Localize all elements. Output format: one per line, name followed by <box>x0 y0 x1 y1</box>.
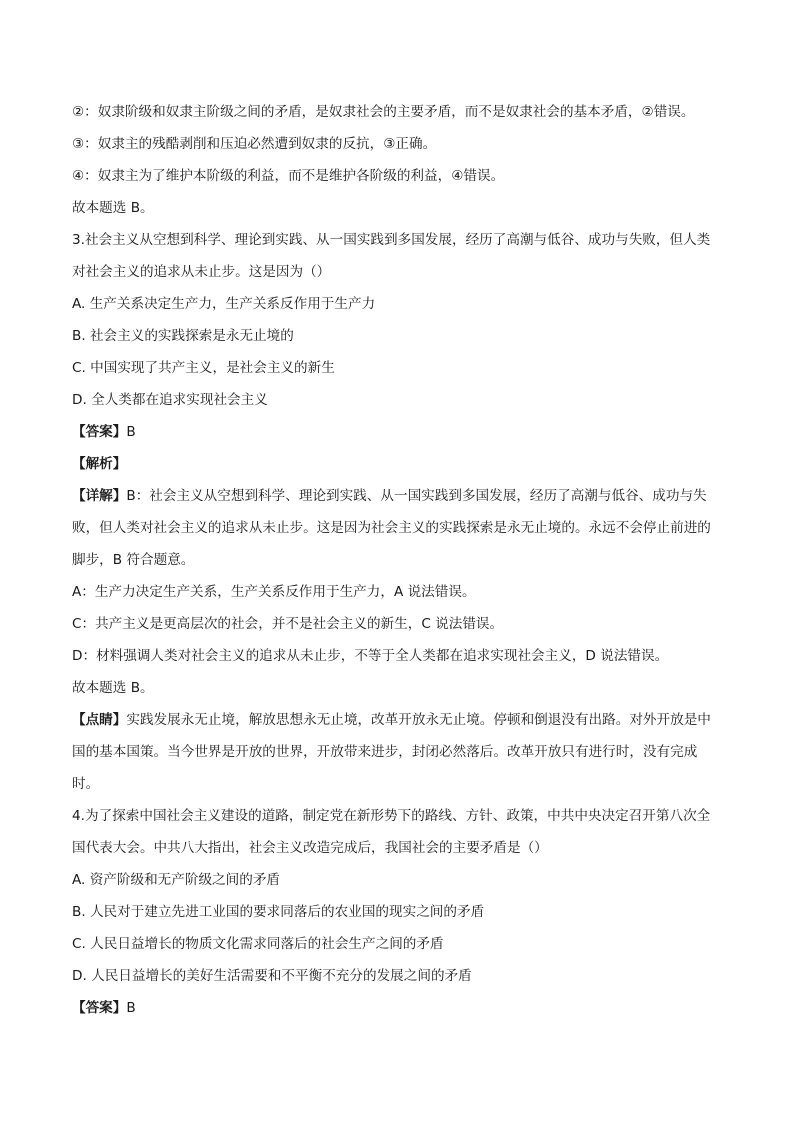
answer-tag: 【答案】 <box>72 1000 127 1016</box>
question-3-option-d: D. 全人类都在追求实现社会主义 <box>72 392 268 408</box>
question-4-option-a: A. 资产阶级和无产阶级之间的矛盾 <box>72 872 281 888</box>
comment-tag: 【点睛】 <box>72 712 127 728</box>
answer-tag: 【答案】 <box>72 424 127 440</box>
question-3-answer <box>72 416 722 448</box>
question-4-answer <box>72 992 722 1024</box>
document-page <box>72 96 722 1024</box>
detail-tag: 【详解】 <box>72 488 127 504</box>
question-3-analysis-a: A：生产力决定生产关系，生产关系反作用于生产力，A 说法错误。 <box>72 584 476 600</box>
question-4-option-c: C. 人民日益增长的物质文化需求同落后的社会生产之间的矛盾 <box>72 936 444 952</box>
conclusion-line: 故本题选 B。 <box>72 200 154 216</box>
question-3-detail <box>72 480 722 576</box>
comment-text: 实践发展永无止境，解放思想永无止境，改革开放永无止境。停顿和倒退没有出路。对外开放是中国的基本国策。当今世界是开放的世界，开放带来进步，封闭必然落后。改革开放只有进行时，没有完成时。 <box>72 712 711 792</box>
question-3-conclusion: 故本题选 B。 <box>72 680 154 696</box>
question-3-stem: 3.社会主义从空想到科学、理论到实践、从一国实践到多国发展，经历了高潮与低谷、成功与失败，但人类对社会主义的追求从未止步。这是因为（） <box>72 232 711 280</box>
question-3-analysis-heading <box>72 448 722 480</box>
answer-value: B <box>126 424 136 440</box>
question-3-option-b: B. 社会主义的实践探索是永无止境的 <box>72 328 294 344</box>
question-4-stem: 4.为了探索中国社会主义建设的道路，制定党在新形势下的路线、方针、政策，中共中央决定召开第八次全国代表大会。中共八大指出，社会主义改造完成后，我国社会的主要矛盾是（） <box>72 808 711 856</box>
question-3-option-c: C. 中国实现了共产主义，是社会主义的新生 <box>72 360 335 376</box>
analysis-tag: 【解析】 <box>72 456 127 472</box>
analysis-line-2: ②：奴隶阶级和奴隶主阶级之间的矛盾，是奴隶社会的主要矛盾，而不是奴隶社会的基本矛盾，②错误。 <box>72 104 695 120</box>
analysis-line-4: ④：奴隶主为了维护本阶级的利益，而不是维护各阶级的利益，④错误。 <box>72 168 505 184</box>
question-3-option-a: A. 生产关系决定生产力，生产关系反作用于生产力 <box>72 296 376 312</box>
question-4-option-d: D. 人民日益增长的美好生活需要和不平衡不充分的发展之间的矛盾 <box>72 968 472 984</box>
answer-value: B <box>126 1000 136 1016</box>
detail-text: B：社会主义从空想到科学、理论到实践、从一国实践到多国发展，经历了高潮与低谷、成功与失败，但人类对社会主义的追求从未止步。这是因为社会主义的实践探索是永无止境的。永远不会停止前进的脚步，B 符合题意。 <box>72 488 711 568</box>
question-4-option-b: B. 人民对于建立先进工业国的要求同落后的农业国的现实之间的矛盾 <box>72 904 485 920</box>
analysis-line-3: ③：奴隶主的残酷剥削和压迫必然遭到奴隶的反抗，③正确。 <box>72 136 437 152</box>
question-3-analysis-c: C：共产主义是更高层次的社会，并不是社会主义的新生，C 说法错误。 <box>72 616 504 632</box>
question-3-comment <box>72 704 722 800</box>
question-3-analysis-d: D：材料强调人类对社会主义的追求从未止步，不等于全人类都在追求实现社会主义，D 说法错误。 <box>72 648 669 664</box>
